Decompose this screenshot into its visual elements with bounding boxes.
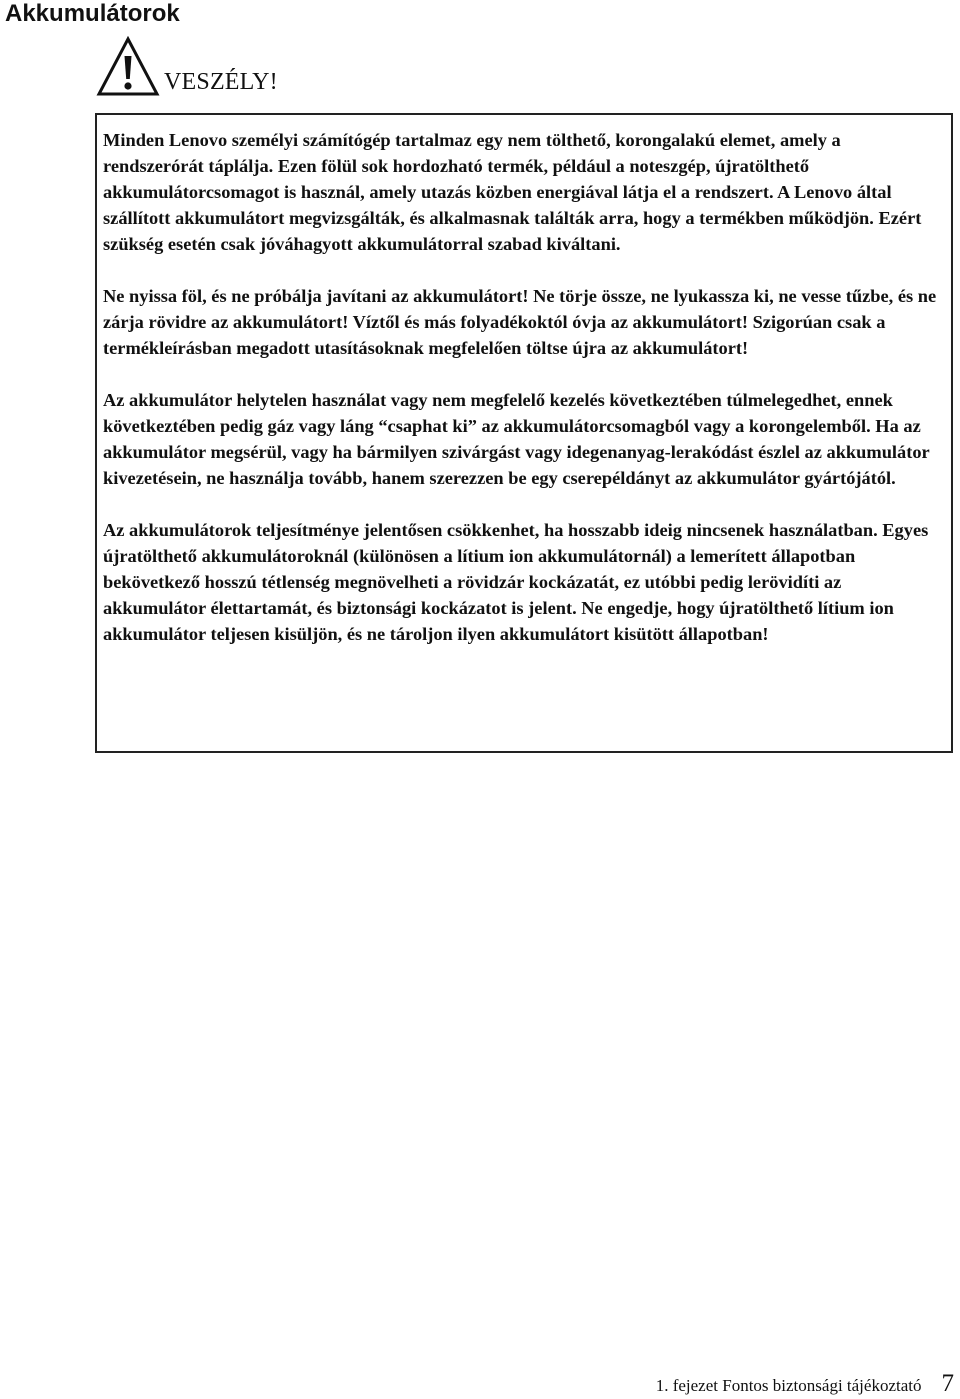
- danger-header: [96, 36, 278, 98]
- warning-triangle-icon: [96, 36, 160, 98]
- danger-label: VESZÉLY!: [164, 69, 278, 95]
- page-number: 7: [941, 1370, 954, 1397]
- chapter-title: 1. fejezet Fontos biztonsági tájékoztató: [655, 1376, 922, 1395]
- page-title: Akkumulátorok: [5, 0, 180, 27]
- notice-paragraph: Az akkumulátorok teljesítménye jelentősen csökkenhet, ha hosszabb ideig nincsenek használatban. Egyes újratölthető akkumulátoroknál (különösen a lítium ion akkumulátornál) a lemerített állapotban bekövetkező hosszú tétlenség megnövelheti a rövidzár kockázatát, ez utóbbi pedig lerövidíti az akkumulátor élettartamát, és biztonsági kockázatot is jelent. Ne engedje, hogy újratölthető lítium ion akkumulátor teljesen kisüljön, és ne tároljon ilyen akkumulátort kisütött állapotban!: [103, 520, 929, 644]
- danger-notice-box: [95, 113, 953, 753]
- page-footer: [656, 1370, 954, 1398]
- notice-paragraph: Ne nyissa föl, és ne próbálja javítani az akkumulátort! Ne törje össze, ne lyukassza ki, ne vesse tűzbe, és ne zárja rövidre az akkumulátort! Víztől és más folyadékoktól óvja az akkumulátort! Szigorúan csak a termékleírásban megadott utasításoknak megfelelően töltse újra az akkumulátort!: [103, 286, 937, 358]
- notice-paragraph: Az akkumulátor helytelen használat vagy nem megfelelő kezelés következtében túlmelegedhet, ennek következtében pedig gáz vagy láng “csaphat ki” az akkumulátorcsomagból vagy a korongelemből. Ha az akkumulátor megsérül, vagy ha bármilyen szivárgást vagy idegenanyag-lerakódást észlel az akkumulátor kivezetésein, ne használja tovább, hanem szerezzen be egy cserepéldányt az akkumulátor gyártójától.: [103, 390, 930, 488]
- notice-paragraph: Minden Lenovo személyi számítógép tartalmaz egy nem tölthető, korongalakú elemet, amely a rendszerórát táplálja. Ezen fölül sok hordozható termék, például a noteszgép, újratölthető akkumulátorcsomagot is használ, amely utazás közben energiával látja el a rendszert. A Lenovo által szállított akkumulátort megvizsgálták, és alkalmasnak találták arra, hogy a termékben működjön. Ezért szükség esetén csak jóváhagyott akkumulátorral szabad kiváltani.: [103, 130, 922, 254]
